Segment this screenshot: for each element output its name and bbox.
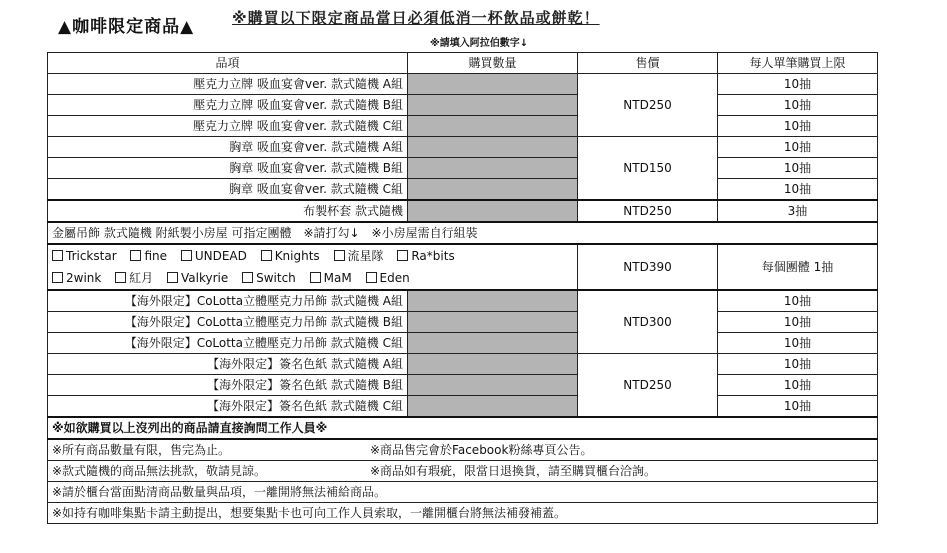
item-badge-c: 胸章 吸血宴會ver. 款式隨機 C組	[48, 179, 408, 201]
item-shikishi-a: 【海外限定】簽名色紙 款式隨機 A組	[48, 354, 408, 375]
qty-input-acrylic-b[interactable]	[412, 96, 573, 114]
item-cup-sleeve: 布製杯套 款式隨機	[48, 200, 408, 222]
qty-input-shikishi-c[interactable]	[412, 397, 573, 415]
page-title: ▲咖啡限定商品▲	[58, 17, 195, 37]
unit-option-switch[interactable]	[242, 271, 296, 285]
table-row	[48, 333, 878, 354]
table-row	[48, 290, 878, 312]
item-acrylic-a: 壓克力立牌 吸血宴會ver. 款式隨機 A組	[48, 74, 408, 95]
note-check: ※請於櫃台當面點清商品數量與品項，一離開將無法補給商品。	[48, 482, 878, 503]
checkbox-icon[interactable]	[310, 272, 321, 283]
unit-option-mam[interactable]	[310, 271, 352, 285]
limit-badge-a: 10抽	[718, 137, 878, 158]
qty-cell[interactable]	[408, 396, 578, 418]
checkbox-icon[interactable]	[115, 272, 126, 283]
limit-shikishi-c: 10抽	[718, 396, 878, 418]
unit-label: 流星隊	[347, 249, 384, 263]
unit-option-trickstar[interactable]	[52, 249, 117, 263]
item-acrylic-b: 壓克力立牌 吸血宴會ver. 款式隨機 B組	[48, 95, 408, 116]
order-table	[47, 52, 878, 524]
item-shikishi-c: 【海外限定】簽名色紙 款式隨機 C組	[48, 396, 408, 418]
checkbox-icon[interactable]	[181, 250, 192, 261]
unit-label: MaM	[323, 271, 352, 285]
price-cup-sleeve: NTD250	[578, 200, 718, 222]
limit-badge-c: 10抽	[718, 179, 878, 201]
checkbox-icon[interactable]	[167, 272, 178, 283]
header-row	[48, 53, 878, 74]
col-header-qty: 購買數量	[408, 53, 578, 74]
table-row	[48, 179, 878, 201]
qty-input-badge-a[interactable]	[412, 138, 573, 156]
unit-options-row-2	[52, 267, 573, 289]
limit-badge-b: 10抽	[718, 158, 878, 179]
checkbox-icon[interactable]	[261, 250, 272, 261]
table-row	[48, 312, 878, 333]
table-row	[48, 158, 878, 179]
qty-cell[interactable]	[408, 333, 578, 354]
checkbox-icon[interactable]	[52, 250, 63, 261]
unit-option-undead[interactable]	[181, 249, 247, 263]
notes-row	[48, 503, 878, 524]
note-random: ※款式隨機的商品無法挑款，敬請見諒。	[52, 463, 267, 478]
limit-colotta-a: 10抽	[718, 290, 878, 312]
unit-label: Switch	[256, 271, 296, 285]
qty-input-badge-b[interactable]	[412, 159, 573, 177]
item-colotta-c: 【海外限定】CoLotta立體壓克力吊飾 款式隨機 C組	[48, 333, 408, 354]
checkbox-icon[interactable]	[130, 250, 141, 261]
qty-input-shikishi-b[interactable]	[412, 376, 573, 394]
unit-option-akatsuki[interactable]	[115, 271, 153, 285]
unit-option-2wink[interactable]	[52, 271, 101, 285]
unit-option-knights[interactable]	[261, 249, 320, 263]
unit-option-ryuseitai[interactable]	[334, 249, 384, 263]
item-metal-charm: 金屬吊飾 款式隨機 附紙製小房屋 可指定團體 ※請打勾↓ ※小房屋需自行組裝	[48, 222, 878, 244]
table-row	[48, 137, 878, 158]
qty-cell[interactable]	[408, 95, 578, 116]
checkbox-icon[interactable]	[52, 272, 63, 283]
unit-option-eden[interactable]	[366, 271, 410, 285]
table-row	[48, 74, 878, 95]
unit-option-valkyrie[interactable]	[167, 271, 228, 285]
qty-cell[interactable]	[408, 116, 578, 137]
notes-row	[48, 439, 878, 461]
unit-label: Eden	[379, 271, 410, 285]
notes-row	[48, 417, 878, 439]
note-point-card: ※如持有咖啡集點卡請主動提出，想要集點卡也可向工作人員索取，一離開櫃台將無法補發補蓋。	[48, 503, 878, 524]
item-colotta-a: 【海外限定】CoLotta立體壓克力吊飾 款式隨機 A組	[48, 290, 408, 312]
unit-checkbox-group	[48, 244, 578, 290]
item-colotta-b: 【海外限定】CoLotta立體壓克力吊飾 款式隨機 B組	[48, 312, 408, 333]
unit-label: 2wink	[66, 271, 102, 285]
table-row	[48, 95, 878, 116]
limit-shikishi-a: 10抽	[718, 354, 878, 375]
qty-input-colotta-a[interactable]	[412, 292, 573, 310]
qty-cell[interactable]	[408, 354, 578, 375]
qty-cell[interactable]	[408, 312, 578, 333]
limit-shikishi-b: 10抽	[718, 375, 878, 396]
ask-staff-note: ※如欲購買以上沒列出的商品請直接詢問工作人員※	[48, 417, 878, 439]
price-acrylic: NTD250	[578, 74, 718, 137]
checkbox-icon[interactable]	[242, 272, 253, 283]
table-row	[48, 222, 878, 244]
price-badge: NTD150	[578, 137, 718, 201]
qty-cell[interactable]	[408, 290, 578, 312]
unit-option-rabits[interactable]	[397, 249, 454, 263]
checkbox-icon[interactable]	[334, 250, 345, 261]
qty-input-acrylic-a[interactable]	[412, 75, 573, 93]
price-colotta: NTD300	[578, 290, 718, 354]
unit-label: Knights	[274, 249, 320, 263]
limit-metal-charm: 每個團體 1抽	[718, 244, 878, 290]
col-header-limit: 每人單筆購買上限	[718, 53, 878, 74]
col-header-item: 品項	[48, 53, 408, 74]
item-badge-b: 胸章 吸血宴會ver. 款式隨機 B組	[48, 158, 408, 179]
qty-cell[interactable]	[408, 200, 578, 222]
note-stock: ※所有商品數量有限，售完為止。	[52, 442, 231, 457]
table-row	[48, 116, 878, 137]
unit-label: 紅月	[129, 271, 154, 285]
limit-acrylic-b: 10抽	[718, 95, 878, 116]
unit-options-row-1	[52, 245, 573, 267]
note-line-1	[48, 439, 878, 461]
table-row	[48, 396, 878, 418]
qty-cell[interactable]	[408, 137, 578, 158]
col-header-price: 售價	[578, 53, 718, 74]
unit-select-row	[48, 244, 878, 290]
qty-input-shikishi-a[interactable]	[412, 355, 573, 373]
unit-label: Ra*bits	[411, 249, 455, 263]
qty-cell[interactable]	[408, 74, 578, 95]
item-badge-a: 胸章 吸血宴會ver. 款式隨機 A組	[48, 137, 408, 158]
item-acrylic-c: 壓克力立牌 吸血宴會ver. 款式隨機 C組	[48, 116, 408, 137]
table-row	[48, 200, 878, 222]
checkbox-icon[interactable]	[397, 250, 408, 261]
limit-acrylic-c: 10抽	[718, 116, 878, 137]
qty-input-cup-sleeve[interactable]	[412, 202, 573, 220]
unit-option-fine[interactable]	[130, 249, 167, 263]
unit-label: Valkyrie	[181, 271, 229, 285]
unit-label: UNDEAD	[194, 249, 247, 263]
limit-colotta-c: 10抽	[718, 333, 878, 354]
price-metal-charm: NTD390	[578, 244, 718, 290]
notes-row	[48, 461, 878, 482]
note-facebook: ※商品售完會於Facebook粉絲專頁公告。	[370, 442, 593, 457]
qty-input-badge-c[interactable]	[412, 180, 573, 198]
qty-input-acrylic-c[interactable]	[412, 117, 573, 135]
price-shikishi: NTD250	[578, 354, 718, 418]
checkbox-icon[interactable]	[366, 272, 377, 283]
purchase-notice: ※購買以下限定商品當日必須低消一杯飲品或餅乾！	[232, 9, 600, 27]
notes-row	[48, 482, 878, 503]
table-row	[48, 375, 878, 396]
qty-input-colotta-c[interactable]	[412, 334, 573, 352]
limit-cup-sleeve: 3抽	[718, 200, 878, 222]
unit-label: Trickstar	[66, 249, 117, 263]
table-row	[48, 354, 878, 375]
qty-hint: ※請填入阿拉伯數字↓	[430, 38, 529, 49]
qty-cell[interactable]	[408, 179, 578, 201]
limit-acrylic-a: 10抽	[718, 74, 878, 95]
note-defect: ※商品如有瑕疵，限當日退換貨，請至購買櫃台洽詢。	[370, 463, 657, 478]
qty-cell[interactable]	[408, 158, 578, 179]
item-shikishi-b: 【海外限定】簽名色紙 款式隨機 B組	[48, 375, 408, 396]
note-line-2	[48, 461, 878, 482]
unit-label: fine	[144, 249, 167, 263]
qty-cell[interactable]	[408, 375, 578, 396]
qty-input-colotta-b[interactable]	[412, 313, 573, 331]
limit-colotta-b: 10抽	[718, 312, 878, 333]
